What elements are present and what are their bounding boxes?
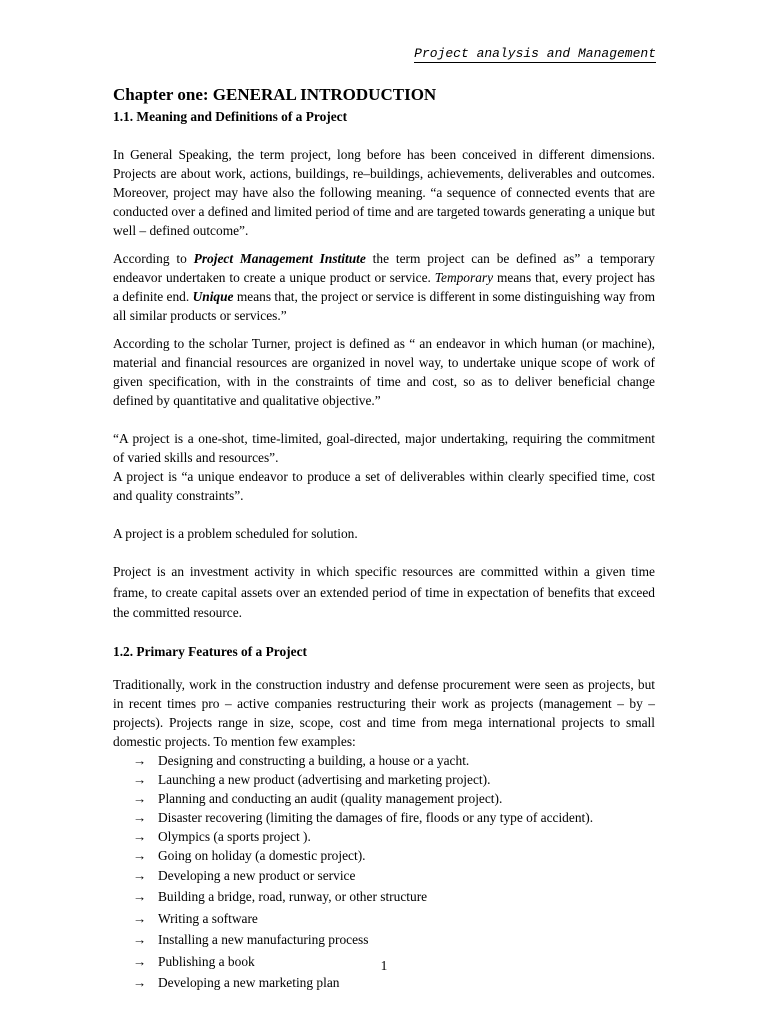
paragraph-general-meaning: In General Speaking, the term project, long before has been conceived in different dimensions. Projects are about work, actions, buildings, re–buildings, achievements, deliverables and outcomes. Moreover, project may have also the following meaning. “a sequence of connected events that are conducted over a defined and limited period of time and are targeted towards generating a unique but well – defined outcome”. [113, 147, 655, 238]
text-run: means that, every project has a definite end. [113, 270, 656, 304]
arrow-bullet-icon: → [133, 847, 147, 863]
list-item-text: Going on holiday (a domestic project). [158, 847, 366, 863]
arrow-bullet-icon: → [133, 790, 147, 806]
paragraph-turner-definition: According to the scholar Turner, project is defined as “ an endeavor in which human (or machine), material and financial resources are organized in novel way, to undertake unique scope of work of given specification, with in the constraints of time and cost, so as to deliver beneficial change defined by quantitative and qualitative objective.” [113, 336, 655, 408]
arrow-bullet-icon: → [133, 953, 147, 969]
list-item [133, 908, 655, 930]
arrow-bullet-icon: → [133, 910, 147, 926]
paragraph-pmi-definition [113, 249, 655, 325]
page-content [113, 84, 655, 994]
list-item-text: Designing and constructing a building, a house or a yacht. [158, 752, 470, 768]
paragraph-problem-definition: A project is a problem scheduled for solution. [113, 526, 358, 541]
list-item [133, 846, 655, 865]
arrow-bullet-icon: → [133, 975, 147, 990]
list-item [133, 929, 655, 951]
list-item [133, 865, 655, 887]
text-run: According to [113, 251, 194, 266]
emphasis-unique: Unique [192, 289, 234, 304]
paragraph-investment-definition: Project is an investment activity in which specific resources are committed within a given time frame, to create capital assets over an extended period of time in expectation of benefits that exceed the committed resource. [113, 564, 655, 620]
list-item [133, 972, 655, 994]
emphasis-pmi: Project Management Institute [193, 251, 366, 266]
arrow-bullet-icon: → [133, 809, 147, 825]
arrow-bullet-icon: → [133, 752, 147, 768]
arrow-bullet-icon: → [133, 932, 147, 947]
list-item-text: Olympics (a sports project ). [158, 828, 311, 844]
list-item-text: Developing a new product or service [158, 867, 356, 883]
section-heading-1-1: 1.1. Meaning and Definitions of a Project [113, 109, 348, 124]
arrow-bullet-icon: → [133, 889, 147, 904]
list-item-text: Building a bridge, road, runway, or other structure [158, 889, 428, 904]
paragraph-features-intro: Traditionally, work in the construction industry and defense procurement were seen as projects, but in recent times pro – active companies restructuring their work as projects (management – by – projects). Projects range in size, scope, cost and time from mega international projects to small domestic projects. To mention few examples: [113, 676, 655, 749]
list-item [133, 751, 655, 770]
paragraph-one-shot-definition: “A project is a one-shot, time-limited, goal-directed, major undertaking, requiring the commitment of varied skills and resources”. [113, 431, 655, 465]
list-item-text: Writing a software [158, 910, 258, 926]
list-item [133, 886, 655, 908]
arrow-bullet-icon: → [133, 771, 147, 787]
text-run: the term project can be defined as” a temporary endeavor undertaken to create a unique product or service. [113, 251, 655, 285]
list-item-text: Publishing a book [158, 953, 255, 969]
list-item-text: Developing a new marketing plan [158, 975, 340, 990]
text-run: means that, the project or service is different in some distinguishing way from all similar products or services.” [113, 289, 655, 323]
list-item [133, 770, 655, 789]
paragraph-unique-endeavor-definition: A project is “a unique endeavor to produce a set of deliverables within clearly specified time, cost and quality constraints”. [113, 469, 655, 503]
list-item [133, 827, 655, 846]
list-item-text: Planning and conducting an audit (quality management project). [158, 790, 503, 806]
arrow-bullet-icon: → [133, 828, 147, 844]
list-item-text: Disaster recovering (limiting the damages of fire, floods or any type of accident). [158, 809, 594, 825]
section-heading-1-2: 1.2. Primary Features of a Project [113, 643, 307, 659]
chapter-title: Chapter one: GENERAL INTRODUCTION [113, 85, 437, 104]
running-header: Project analysis and Management [414, 46, 656, 61]
list-item-text: Installing a new manufacturing process [158, 932, 369, 947]
page-number: 1 [380, 958, 388, 973]
emphasis-temporary: Temporary [434, 270, 494, 285]
list-item [133, 808, 655, 827]
list-item-text: Launching a new product (advertising and marketing project). [158, 771, 491, 787]
arrow-bullet-icon: → [133, 867, 147, 883]
list-item [133, 789, 655, 808]
